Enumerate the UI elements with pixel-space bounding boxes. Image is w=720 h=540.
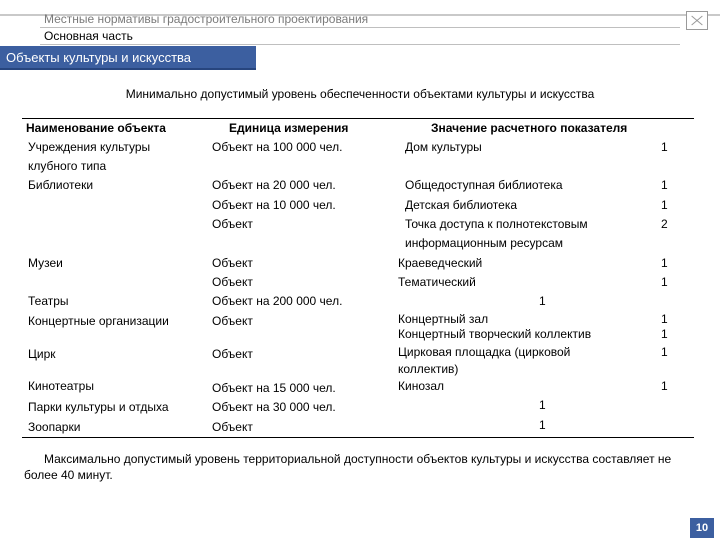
value-cell: Концертный творческий коллектив [398, 327, 592, 341]
number-cell: 1 [661, 140, 668, 154]
name-cell: Театры [28, 294, 69, 308]
unit-cell: Объект [212, 420, 253, 434]
unit-cell: Объект [212, 256, 253, 270]
unit-cell: Объект [212, 217, 253, 231]
name-cell: Учреждения культуры [28, 140, 151, 154]
column-header-unit: Единица измерения [229, 121, 349, 135]
unit-cell: Объект на 200 000 чел. [212, 294, 343, 308]
value-cell: Кинозал [398, 379, 445, 393]
unit-cell: Объект [212, 275, 253, 289]
number-cell: 1 [661, 312, 668, 326]
number-cell: 1 [539, 398, 546, 412]
number-cell: 1 [539, 418, 546, 432]
value-cell: Концертный зал [398, 312, 489, 326]
name-cell: Парки культуры и отдыха [28, 400, 169, 414]
table-title: Минимально допустимый уровень обеспеченности объектами культуры и искусства [125, 87, 595, 101]
unit-cell: Объект на 10 000 чел. [212, 198, 336, 212]
name-cell: Зоопарки [28, 420, 81, 434]
number-cell: 1 [539, 294, 546, 308]
header-rule-lower [40, 44, 680, 45]
value-cell: Детская библиотека [405, 198, 518, 212]
unit-cell: Объект [212, 314, 253, 328]
document-title: Местные нормативы градостроительного проектирования [44, 12, 369, 26]
name-cell: Цирк [28, 347, 56, 361]
value-cell: Тематический [398, 275, 476, 289]
value-cell: Краеведческий [398, 256, 483, 270]
value-cell: Общедоступная библиотека [405, 178, 563, 192]
number-cell: 1 [661, 198, 668, 212]
header-rule-upper [40, 27, 680, 28]
value-cell: коллектив) [398, 362, 459, 376]
name-cell: Музеи [28, 256, 63, 270]
unit-cell: Объект [212, 347, 253, 361]
column-header-name: Наименование объекта [26, 121, 166, 135]
column-header-value: Значение расчетного показателя [431, 121, 628, 135]
name-cell: Кинотеатры [28, 379, 94, 393]
page-number: 10 [690, 518, 714, 538]
number-cell: 1 [661, 327, 668, 341]
unit-cell: Объект на 20 000 чел. [212, 178, 336, 192]
table-top-rule [22, 118, 694, 119]
name-cell: Концертные организации [28, 314, 169, 328]
number-cell: 1 [661, 379, 668, 393]
number-cell: 1 [661, 256, 668, 270]
value-cell: информационным ресурсам [405, 236, 563, 250]
value-cell: Точка доступа к полнотекстовым [405, 217, 588, 231]
name-cell: клубного типа [28, 159, 107, 173]
number-cell: 2 [661, 217, 668, 231]
accessibility-note: Максимально допустимый уровень территориальной доступности объектов культуры и искусства составляет не более 40 минут. [24, 452, 672, 482]
document-part: Основная часть [44, 29, 133, 43]
number-cell: 1 [661, 345, 668, 359]
table-bottom-rule [22, 437, 694, 438]
name-cell: Библиотеки [28, 178, 94, 192]
unit-cell: Объект на 15 000 чел. [212, 381, 336, 395]
unit-cell: Объект на 30 000 чел. [212, 400, 336, 414]
number-cell: 1 [661, 178, 668, 192]
close-icon[interactable] [686, 11, 708, 30]
value-cell: Дом культуры [405, 140, 482, 154]
number-cell: 1 [661, 275, 668, 289]
unit-cell: Объект на 100 000 чел. [212, 140, 343, 154]
section-tab: Объекты культуры и искусства [0, 46, 256, 70]
value-cell: Цирковая площадка (цирковой [398, 345, 571, 359]
